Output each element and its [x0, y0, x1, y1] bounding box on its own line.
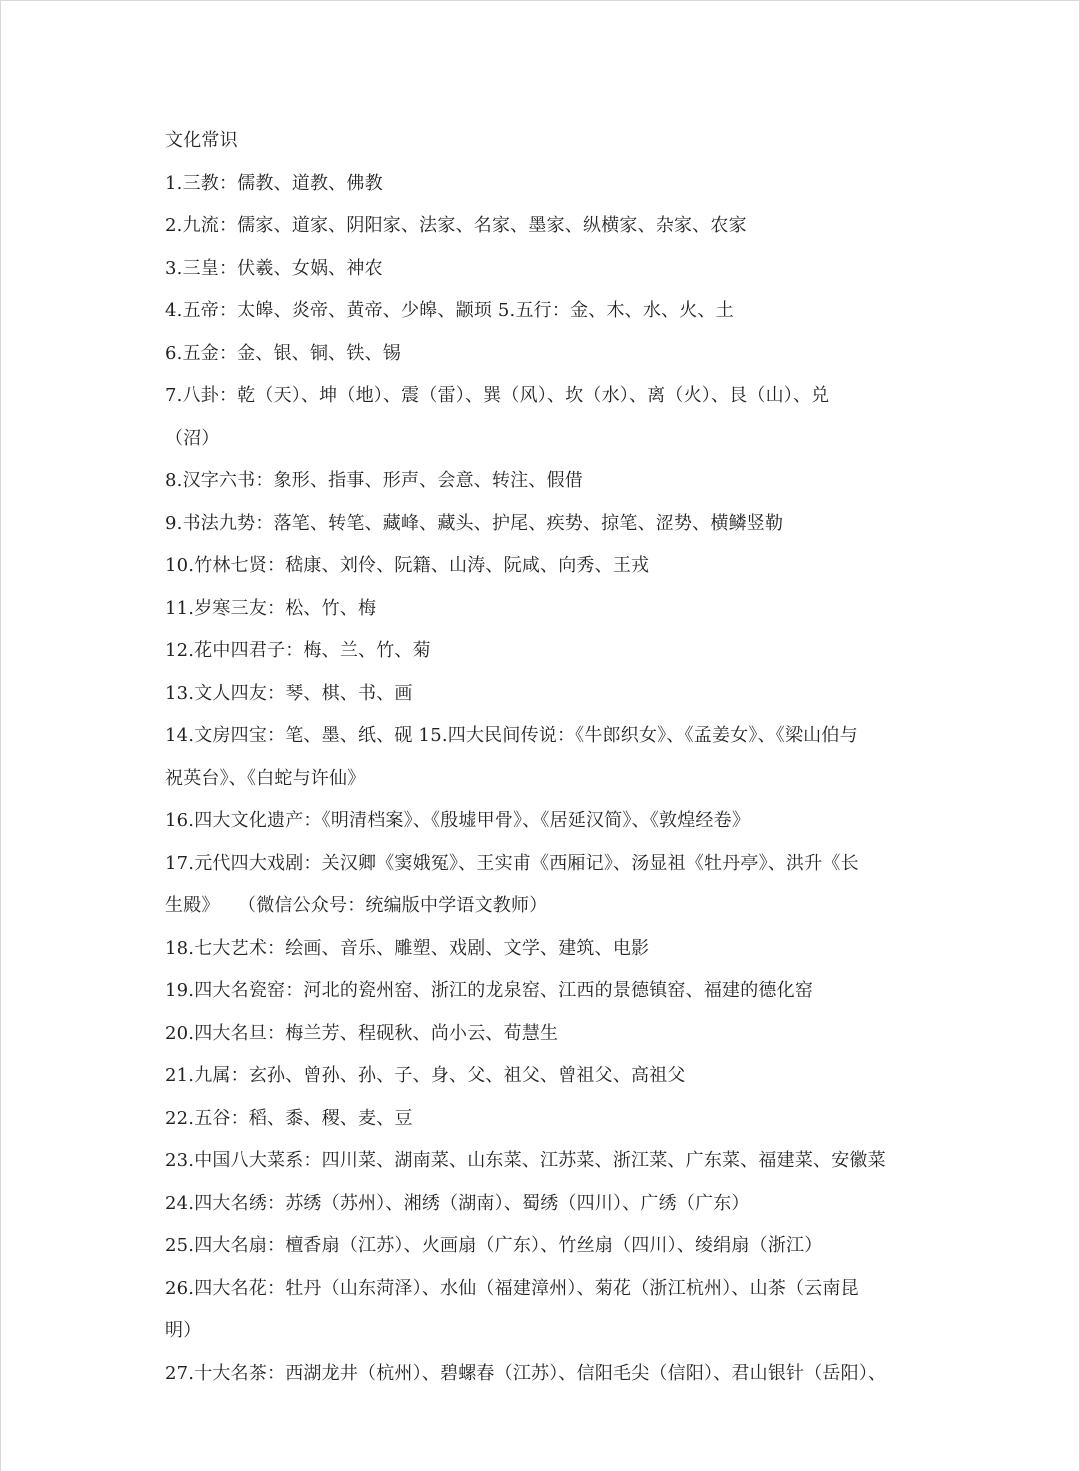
text-line: 8.汉字六书：象形、指事、形声、会意、转注、假借 [165, 470, 583, 491]
text-line: （沼） [165, 427, 220, 449]
text-line: 祝英台》、《白蛇与许仙》 [165, 767, 366, 789]
text-line: 27.十大名茶：西湖龙井（杭州）、碧螺春（江苏）、信阳毛尖（信阳）、君山银针（岳阳）、 [165, 1362, 887, 1384]
text-line: 4.五帝：太皞、炎帝、黄帝、少皞、颛顼 5.五行：金、木、水、火、土 [165, 300, 734, 321]
text-line: 生殿》 （微信公众号：统编版中学语文教师） [165, 895, 548, 916]
text-line: 7.八卦：乾（天）、坤（地）、震（雷）、巽（风）、坎（水）、离（火）、艮（山）、兑 [165, 385, 830, 406]
text-line: 16.四大文化遗产：《明清档案》、《殷墟甲骨》、《居延汉简》、《敦煌经卷》 [165, 810, 751, 831]
text-line: 2.九流：儒家、道家、阴阳家、法家、名家、墨家、纵横家、杂家、农家 [165, 215, 747, 236]
document-body [165, 120, 925, 1395]
text-line: 25.四大名扇：檀香扇（江苏）、火画扇（广东）、竹丝扇（四川）、绫绢扇（浙江） [165, 1235, 823, 1256]
text-line: 10.竹林七贤：嵇康、刘伶、阮籍、山涛、阮咸、向秀、王戎 [165, 555, 650, 576]
text-line: 6.五金：金、银、铜、铁、锡 [165, 342, 401, 364]
text-line: 9.书法九势：落笔、转笔、藏峰、藏头、护尾、疾势、掠笔、涩势、横鳞竖勒 [165, 512, 784, 534]
text-line: 23.中国八大菜系：四川菜、湖南菜、山东菜、江苏菜、浙江菜、广东菜、福建菜、安徽菜 [165, 1150, 886, 1171]
text-line: 17.元代四大戏剧：关汉卿《窦娥冤》、王实甫《西厢记》、汤显祖《牡丹亭》、洪升《长 [165, 852, 859, 874]
text-line: 24.四大名绣：苏绣（苏州）、湘绣（湖南）、蜀绣（四川）、广绣（广东） [165, 1192, 750, 1214]
text-line: 12.花中四君子：梅、兰、竹、菊 [165, 640, 431, 661]
text-line: 18.七大艺术：绘画、音乐、雕塑、戏剧、文学、建筑、电影 [165, 937, 650, 959]
text-line: 19.四大名瓷窑：河北的瓷州窑、浙江的龙泉窑、江西的景德镇窑、福建的德化窑 [165, 980, 814, 1001]
text-line: 1.三教：儒教、道教、佛教 [165, 172, 383, 194]
text-line: 20.四大名旦：梅兰芳、程砚秋、尚小云、荀慧生 [165, 1022, 559, 1044]
text-line: 21.九属：玄孙、曾孙、孙、子、身、父、祖父、曾祖父、高祖父 [165, 1065, 686, 1086]
text-line: 11.岁寒三友：松、竹、梅 [165, 597, 377, 619]
document-title: 文化常识 [165, 130, 238, 151]
text-line: 3.三皇：伏羲、女娲、神农 [165, 257, 383, 279]
text-line: 22.五谷：稻、黍、稷、麦、豆 [165, 1107, 413, 1129]
text-line: 明） [165, 1320, 202, 1341]
text-line: 13.文人四友：琴、棋、书、画 [165, 682, 413, 704]
text-line: 26.四大名花：牡丹（山东菏泽）、水仙（福建漳州）、菊花（浙江杭州）、山茶（云南昆 [165, 1277, 859, 1299]
text-line: 14.文房四宝：笔、墨、纸、砚 15.四大民间传说：《牛郎织女》、《孟姜女》、《梁山伯与 [165, 725, 858, 746]
